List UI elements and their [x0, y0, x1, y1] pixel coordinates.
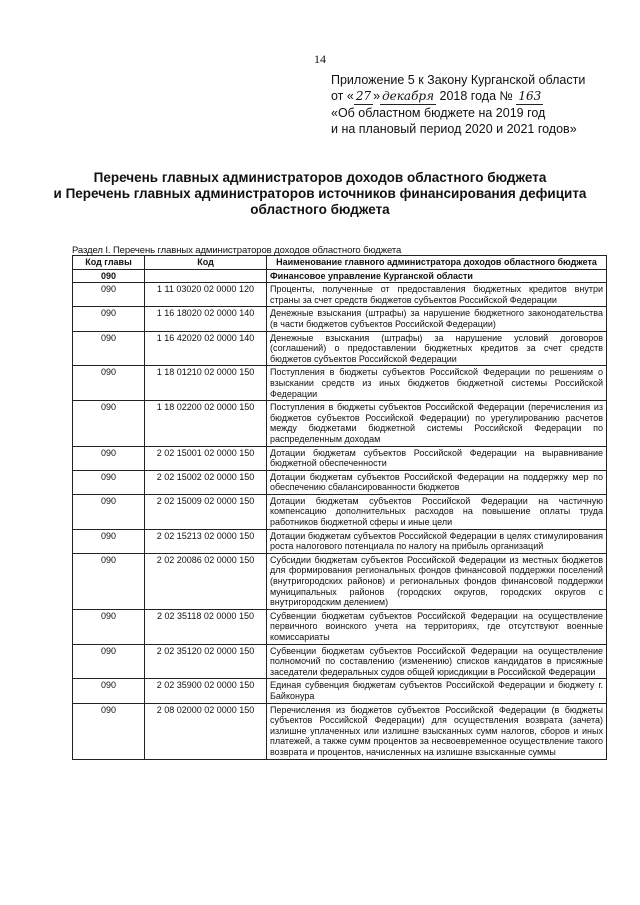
appendix-line-4: и на плановый период 2020 и 2021 годов»	[331, 122, 577, 136]
row-revenue-name: Единая субвенция бюджетам субъектов Российской Федерации и бюджету г. Байконура	[267, 679, 607, 703]
appendix-line-3: «Об областном бюджете на 2019 год	[331, 106, 546, 120]
row-revenue-name: Поступления в бюджеты субъектов Российской Федерации (перечисления из бюджетов субъектов Российской Федерации) по урегулированию расчетов между бюджетами бюджетной системы Российской Федерации по распределенным доходам	[267, 401, 607, 446]
handwritten-month: декабря	[382, 89, 435, 103]
row-revenue-name: Перечисления из бюджетов субъектов Российской Федерации (в бюджеты субъектов Российской Федерации) для осуществления возврата (зачета) излишне уплаченных или излишне взысканных сумм налогов, сборов и иных платежей, а также сумм процентов за несвоевременное осуществление такого возврата и процентов, начисленных на излишне взысканные суммы	[267, 703, 607, 759]
appendix-line-2	[331, 88, 631, 105]
table-row	[73, 283, 607, 307]
row-revenue-name: Субвенции бюджетам субъектов Российской Федерации на осуществление первичного воинского учета на территориях, где отсутствуют военные комиссариаты	[267, 609, 607, 644]
row-revenue-code: 2 02 15001 02 0000 150	[145, 446, 267, 470]
row-revenue-name: Субсидии бюджетам субъектов Российской Федерации из местных бюджетов для формирования региональных фондов финансовой поддержки поселений (внутригородских районов) и региональных фондов финансовой поддержки муниципальных районов (городских округов, городских округов с внутригородским делением)	[267, 553, 607, 609]
handwritten-doc-number: 163	[518, 89, 542, 103]
table-row	[73, 609, 607, 644]
row-revenue-name: Дотации бюджетам субъектов Российской Федерации на частичную компенсацию дополнительных расходов на повышение оплаты труда работников бюджетной сферы и иные цели	[267, 494, 607, 529]
row-chapter-code: 090	[73, 494, 145, 529]
row-revenue-code: 2 08 02000 02 0000 150	[145, 703, 267, 759]
row-chapter-code: 090	[73, 529, 145, 553]
title-line-2: и Перечень главных администраторов источников финансирования дефицита	[53, 186, 587, 201]
row-revenue-name: Дотации бюджетам субъектов Российской Федерации в целях стимулирования роста налогового потенциала по налогу на прибыль организаций	[267, 529, 607, 553]
row-chapter-code: 090	[73, 283, 145, 307]
row-chapter-code: 090	[73, 553, 145, 609]
handwritten-day: 27	[355, 89, 372, 103]
row-chapter-code: 090	[73, 307, 145, 331]
row-chapter-code: 090	[73, 703, 145, 759]
row-revenue-name: Денежные взыскания (штрафы) за нарушение бюджетного законодательства (в части бюджетов субъектов Российской Федерации)	[267, 307, 607, 331]
admin-chapter-code: 090	[73, 269, 145, 283]
row-revenue-code: 1 18 02200 02 0000 150	[145, 401, 267, 446]
table-row	[73, 331, 607, 366]
table-row	[73, 494, 607, 529]
row-revenue-code: 2 02 15009 02 0000 150	[145, 494, 267, 529]
admin-code	[145, 269, 267, 283]
admin-name: Финансовое управление Курганской области	[267, 269, 607, 283]
date-year: 2018 года №	[439, 89, 513, 103]
table-row	[73, 366, 607, 401]
table-header-row	[73, 256, 607, 270]
table-row	[73, 529, 607, 553]
admin-row	[73, 269, 607, 283]
header-code: Код	[145, 256, 267, 270]
row-revenue-code: 1 16 42020 02 0000 140	[145, 331, 267, 366]
header-admin-name: Наименование главного администратора доходов областного бюджета	[267, 256, 607, 270]
date-prefix: от «	[331, 89, 354, 103]
row-revenue-code: 1 11 03020 02 0000 120	[145, 283, 267, 307]
row-chapter-code: 090	[73, 679, 145, 703]
row-revenue-code: 1 18 01210 02 0000 150	[145, 366, 267, 401]
appendix-block	[331, 72, 631, 137]
row-chapter-code: 090	[73, 366, 145, 401]
row-revenue-code: 2 02 35118 02 0000 150	[145, 609, 267, 644]
row-chapter-code: 090	[73, 644, 145, 679]
row-chapter-code: 090	[73, 331, 145, 366]
section-label: Раздел I. Перечень главных администраторов доходов областного бюджета	[72, 245, 402, 256]
row-revenue-code: 2 02 35900 02 0000 150	[145, 679, 267, 703]
table-row	[73, 703, 607, 759]
row-revenue-code: 2 02 20086 02 0000 150	[145, 553, 267, 609]
table-row	[73, 470, 607, 494]
title-line-1: Перечень главных администраторов доходов областного бюджета	[93, 170, 547, 185]
row-revenue-name: Денежные взыскания (штрафы) за нарушение условий договоров (соглашений) о предоставлении бюджетных кредитов за счет средств бюджетов субъектов Российской Федерации	[267, 331, 607, 366]
row-revenue-name: Дотации бюджетам субъектов Российской Федерации на выравнивание бюджетной обеспеченности	[267, 446, 607, 470]
table-row	[73, 679, 607, 703]
row-chapter-code: 090	[73, 609, 145, 644]
table-row	[73, 644, 607, 679]
row-revenue-code: 2 02 15002 02 0000 150	[145, 470, 267, 494]
header-chapter-code: Код главы	[73, 256, 145, 270]
row-chapter-code: 090	[73, 401, 145, 446]
table-row	[73, 401, 607, 446]
date-mid: »	[373, 89, 381, 103]
document-title	[40, 170, 600, 218]
table-row	[73, 553, 607, 609]
row-revenue-name: Проценты, полученные от предоставления бюджетных кредитов внутри страны за счет средств бюджетов субъектов Российской Федерации	[267, 283, 607, 307]
table-row	[73, 307, 607, 331]
row-chapter-code: 090	[73, 470, 145, 494]
table-row	[73, 446, 607, 470]
row-revenue-code: 1 16 18020 02 0000 140	[145, 307, 267, 331]
row-revenue-name: Дотации бюджетам субъектов Российской Федерации на поддержку мер по обеспечению сбалансированности бюджетов	[267, 470, 607, 494]
title-line-3: областного бюджета	[250, 202, 390, 217]
revenue-administrators-table	[72, 255, 607, 760]
page-number: 14	[314, 52, 326, 66]
row-revenue-name: Субвенции бюджетам субъектов Российской Федерации на осуществление полномочий по составлению (изменению) списков кандидатов в присяжные заседатели федеральных судов общей юрисдикции в Российской Федерации	[267, 644, 607, 679]
appendix-line-1: Приложение 5 к Закону Курганской области	[331, 73, 586, 87]
row-revenue-code: 2 02 15213 02 0000 150	[145, 529, 267, 553]
row-chapter-code: 090	[73, 446, 145, 470]
row-revenue-code: 2 02 35120 02 0000 150	[145, 644, 267, 679]
row-revenue-name: Поступления в бюджеты субъектов Российской Федерации по решениям о взыскании средств из иных бюджетов бюджетной системы Российской Федерации	[267, 366, 607, 401]
